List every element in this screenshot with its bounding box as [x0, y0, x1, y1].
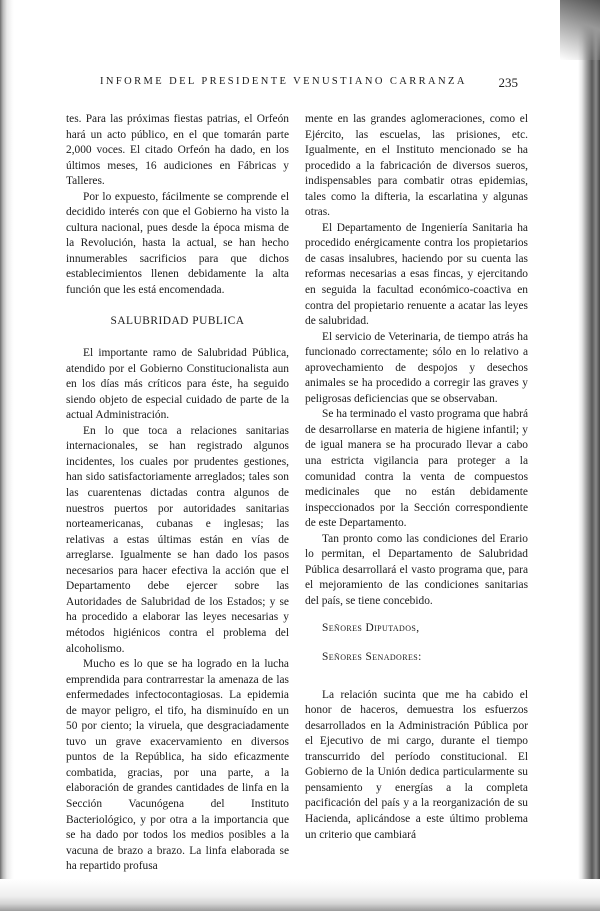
paragraph: En lo que toca a relaciones sanitarias internacionales, se han registrado algunos incidentes, los cuales por prudentes gestiones, han sido satisfactoriamente arreglados; tales son las cuarentenas dictadas contra algunos de nuestros puertos por autoridades sanitarias norteamericanas, cubanas e inglesas; las relativas a estas últimas están en vías de arreglarse. Igualmente se han dado los pasos necesarios para hacer efectiva la acción que el Departamento debe ejercer sobre las Autoridades de Salubridad de los Estados; y se ha procedido a elaborar las leyes necesarias y métodos higiénicos contra el problema del alcoholismo. [66, 424, 289, 655]
paragraph: Por lo expuesto, fácilmente se comprende el decidido interés con que el Gobierno ha visto la cultura nacional, pues desde la época misma de la Revolución, hasta la actual, se han hecho innumerables sacrificios para que dichos establecimientos llenen debidamente la alta función que les está encomendada. [66, 190, 289, 297]
page-header [78, 76, 518, 90]
scan-left-edge-shadow [0, 0, 14, 911]
scan-bottom-edge-shadow [0, 879, 600, 911]
paragraph: El servicio de Veterinaria, de tiempo atrás ha funcionado correctamente; sólo en lo relativo a aprovechamiento de despojos y desechos animales se ha procedido a corregir las graves y peligrosas deficiencias que se observaban. [305, 330, 528, 405]
paragraph: El Departamento de Ingeniería Sanitaria ha procedido enérgicamente contra los propietarios de casas insalubres, haciendo por su cuenta las reformas necesarias a esas fincas, y ejercitando en seguida la facultad económico-coactiva en contra del propietario renuente a acatar las leyes de salubridad. [305, 221, 528, 328]
paragraph: Tan pronto como las condiciones del Erario lo permitan, el Departamento de Salubridad Pública desarrollará el vasto programa que, para el mejoramiento de las condiciones sanitarias del país, se tiene concebido. [305, 532, 528, 607]
salutation-deputies: Señores Diputados, [322, 621, 420, 634]
salutation-senators: Señores Senadores: [322, 651, 422, 664]
left-column [66, 112, 289, 875]
paragraph: Se ha terminado el vasto programa que habrá de desarrollarse en materia de higiene infantil; y de igual manera se ha procurado llevar a cabo una estricta vigilancia para proteger a la comunidad contra la venta de compuestos medicinales que no están debidamente inspeccionados por la Sección correspondiente de este Departamento. [305, 408, 528, 530]
page-number: 235 [498, 75, 518, 90]
paragraph: El importante ramo de Salubridad Pública, atendido por el Gobierno Constitucionalista aun en los días más críticos para éste, ha seguido siendo objeto de especial cuidado de parte de la actual Administración. [66, 347, 289, 422]
right-column [305, 112, 528, 843]
scan-right-edge-shadow [578, 0, 600, 911]
paragraph: Mucho es lo que se ha logrado en la lucha emprendida para contrarrestar la amenaza de las enfermedades infectocontagiosas. La epidemia de mayor peligro, el tifo, ha disminuído en un 50 por ciento; la viruela, que desgraciadamente tuvo un grave exacervamiento en diversos puntos de la República, ha sido eficazmente combatida, gracias, por una parte, a la elaboración de grandes cantidades de linfa en la Sección Vacunógena del Instituto Bacteriológico, y por otra a la importancia que se ha dado por todos los medios posibles a la vacuna de brazo a brazo. La linfa elaborada se ha repartido profusa [66, 658, 289, 873]
section-title: SALUBRIDAD PUBLICA [110, 314, 245, 327]
running-title: INFORME DEL PRESIDENTE VENUSTIANO CARRANZA [100, 76, 467, 87]
paragraph: tes. Para las próximas fiestas patrias, el Orfeón hará un acto público, en el que tomarán parte 2,000 voces. El citado Orfeón ha dado, en los últimos meses, 16 audiciones en Fábricas y Talleres. [66, 113, 289, 188]
paragraph: mente en las grandes aglomeraciones, como el Ejército, las escuelas, las prisiones, etc. Igualmente, en el Instituto mencionado se ha procedido a la fabricación de diversos sueros, indispensables para combatir otras epidemias, tales como la difteria, la escarlatina y algunas otras. [305, 113, 528, 219]
scan-corner-shadow [560, 0, 600, 60]
paragraph: La relación sucinta que me ha cabido el honor de haceros, demuestra los esfuerzos desarrollados en la Administración Pública por el Ejecutivo de mi cargo, durante el tiempo transcurrido del período constitucional. El Gobierno de la Unión dedica particularmente su pensamiento y energías a la completa pacificación del país y a la reorganización de su Hacienda, aplicándose a este último problema un criterio que cambiará [305, 688, 528, 841]
